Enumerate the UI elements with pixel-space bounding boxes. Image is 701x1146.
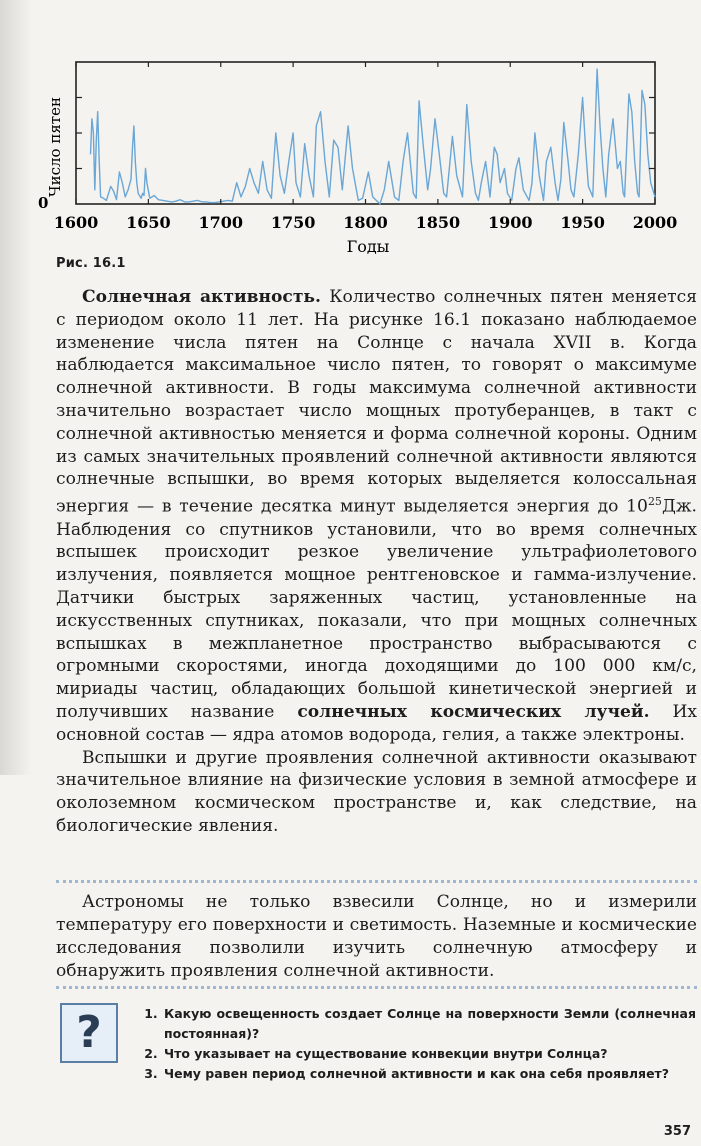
summary-block	[56, 891, 697, 983]
energy-exponent: 25	[647, 495, 662, 509]
sunspot-chart	[40, 52, 690, 267]
series-line-0	[91, 69, 656, 204]
x-tick-label-1750: 1750	[270, 213, 316, 232]
question-item-2: 2. Что указывает на существование конвекции внутри Солнца?	[162, 1044, 696, 1064]
paragraph-text-part-2: Дж. Наблюдения со спутников установили, что во время солнечных вспышек происходит резкое увеличение ультрафиолетового излучения, появляется мощное рентгеновское и гамма-излучение. Датчики быстрых заряженных частиц, установленные на искусственных спутниках, показали, что при мощных солнечных вспышках в межпланетное пространство выбрасываются с огромными скоростями, иногда доходящими до 100 000 км/с, мириады частиц, обладающих большой кинетической энергией и получивших название	[56, 496, 697, 723]
paragraph-solar-activity	[56, 286, 697, 747]
x-tick-label-1850: 1850	[415, 213, 461, 232]
question-item-1: 1. Какую освещенность создает Солнце на поверхности Земли (солнечная постоянная)?	[162, 1004, 696, 1044]
lead-term: Солнечная активность.	[82, 287, 321, 307]
question-mark-icon	[60, 1003, 118, 1063]
divider-bottom	[56, 986, 697, 989]
summary-text: Астрономы не только взвесили Солнце, но и измерили температуру его поверхности и светимость. Наземные и космические исследования позволили изучить солнечную атмосферу и обнаружить проявления солнечной активности.	[56, 892, 697, 981]
x-tick-label-1600: 1600	[53, 213, 99, 232]
figure-caption: Рис. 16.1	[56, 256, 126, 271]
x-tick-label-1800: 1800	[343, 213, 388, 232]
x-tick-label-1900: 1900	[487, 213, 533, 232]
paragraph-effects: Вспышки и другие проявления солнечной активности оказывают значительное влияние на физические условия в земной атмосфере и околоземном космическом пространстве и, как следствие, на биологические явления.	[56, 747, 697, 837]
x-tick-label-1700: 1700	[198, 213, 244, 232]
x-tick-label-2000: 2000	[632, 213, 678, 232]
main-text	[56, 286, 697, 838]
y-tick-label-0: 0	[38, 194, 49, 212]
paragraph-text-part-3: Их основной состав — ядра атомов водорода, гелия, а также электроны.	[56, 702, 698, 745]
divider-top	[56, 880, 697, 883]
page-number: 357	[663, 1124, 691, 1139]
page-edge-shadow	[0, 0, 32, 775]
y-axis-label: Число пятен	[46, 97, 64, 197]
key-term-cosmic-rays: солнечных космических лучей.	[297, 702, 650, 723]
x-tick-label-1650: 1650	[126, 213, 171, 232]
question-symbol: ?	[76, 1007, 102, 1058]
paragraph-text-part-1: Количество солнечных пятен меняется с периодом около 11 лет. На рисунке 16.1 показано наблюдаемое изменение числа пятен на Солнце с начала XVII в. Когда наблюдается максимальное число пятен, то говорят о максимуме солнечной активности. В годы максимума солнечной активности значительно возрастает число мощных протуберанцев, в такт с солнечной активностью меняется и форма солнечной короны. Одним из самых значительных проявлений солнечной активности являются солнечные вспышки, во время которых выделяется колоссальная энергия — в течение десятка минут выделяется энергия до 10	[56, 287, 697, 517]
review-questions	[140, 1004, 696, 1084]
x-axis-label: Годы	[346, 237, 390, 256]
x-tick-label-1950: 1950	[560, 213, 605, 232]
question-item-3: 3. Чему равен период солнечной активности и как она себя проявляет?	[162, 1064, 696, 1084]
